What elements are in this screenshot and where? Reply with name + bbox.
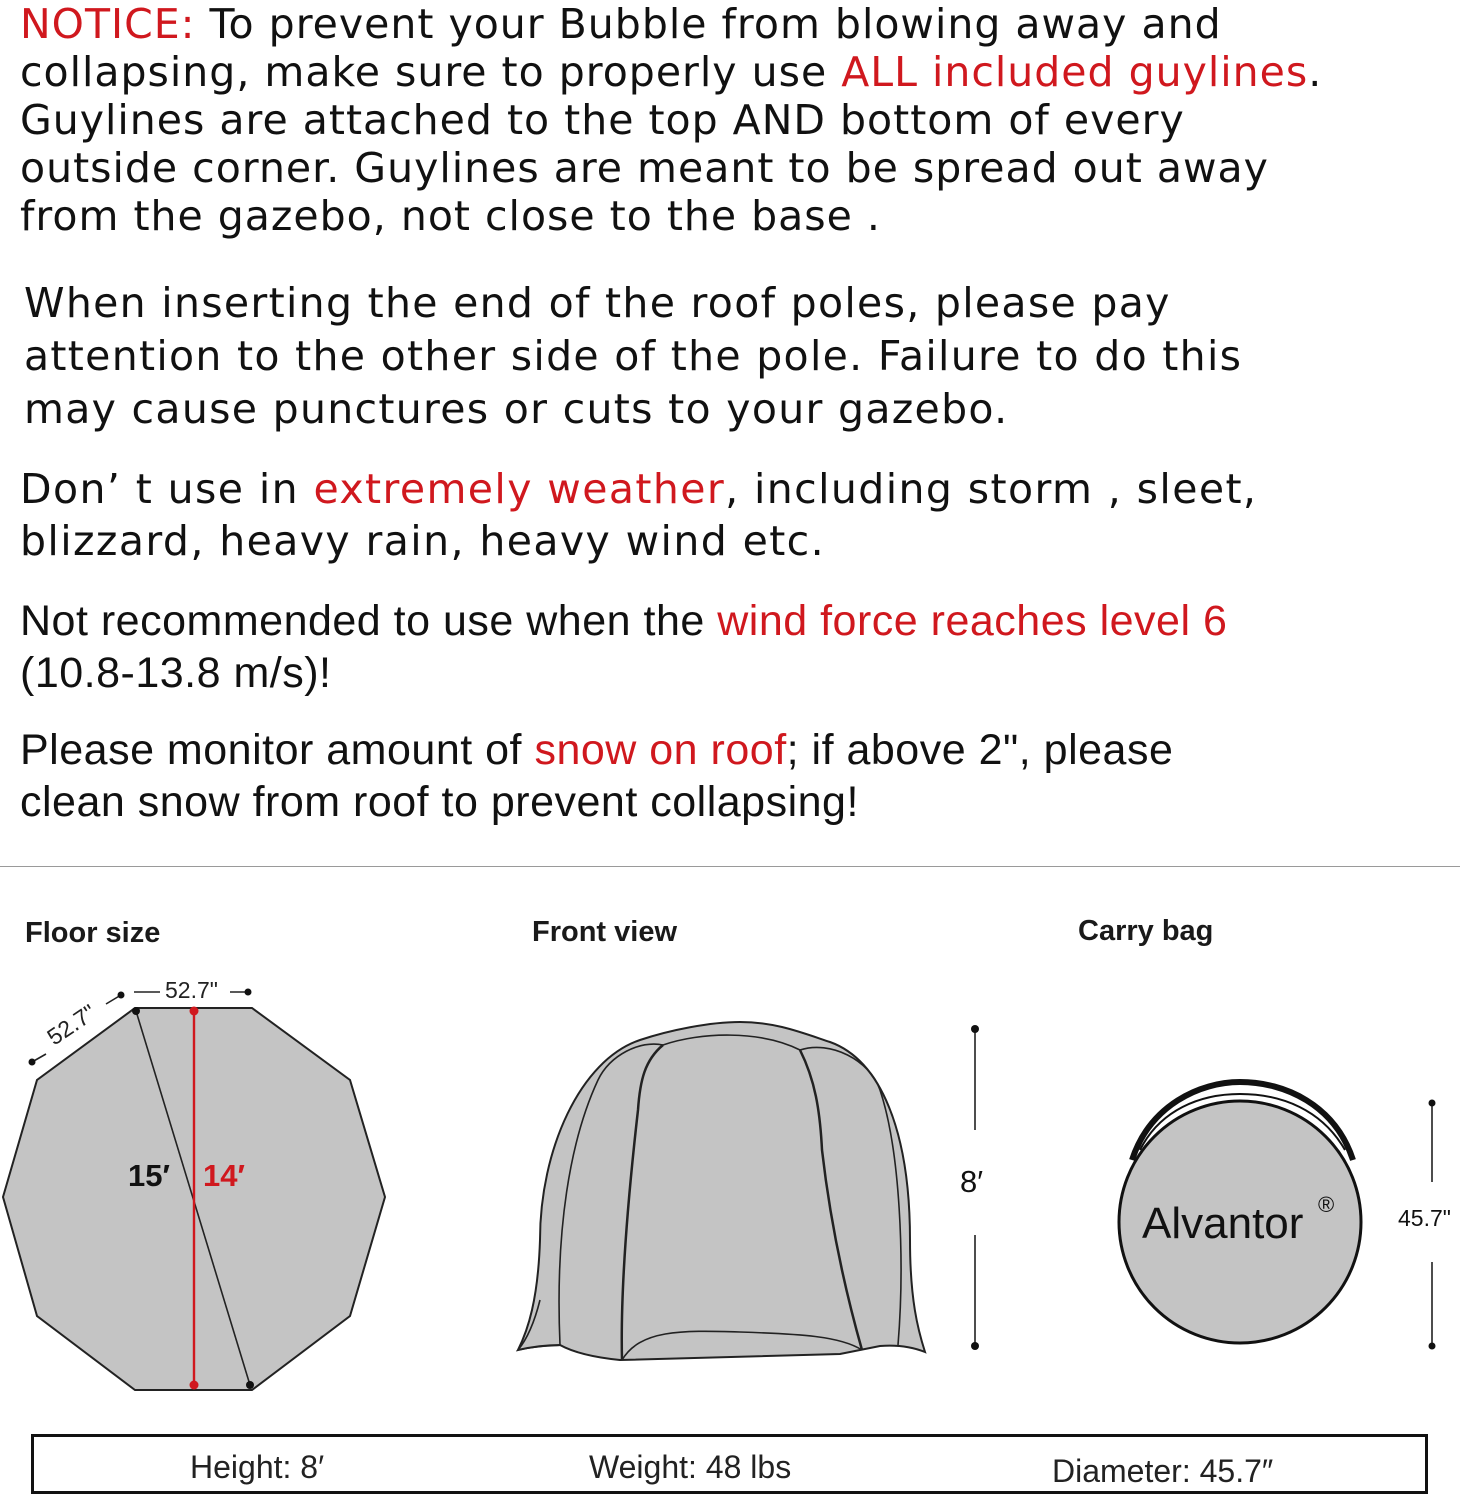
poles-line-1: When inserting the end of the roof poles, please pay xyxy=(24,279,1171,327)
wind-line-2: (10.8-13.8 m/s)! xyxy=(20,649,332,697)
tent-body xyxy=(518,1022,925,1360)
snow-line-2: clean snow from roof to prevent collapsing! xyxy=(20,778,859,826)
weather-highlight: extremely weather xyxy=(313,465,726,513)
notice-label: NOTICE: xyxy=(20,0,196,48)
spec-bar xyxy=(31,1434,1428,1494)
floor-size-label: Floor size xyxy=(25,917,161,949)
notice-line-1: NOTICE: To prevent your Bubble from blowing away and xyxy=(20,0,1222,48)
poles-line-2: attention to the other side of the pole. Failure to do this xyxy=(24,332,1243,380)
span-dot-bottom xyxy=(190,1381,199,1390)
bag-brand: Alvantor xyxy=(1142,1199,1304,1248)
top-dim-dot-b xyxy=(245,989,252,996)
snow-highlight: snow on roof xyxy=(534,726,787,774)
carry-bag-diagram xyxy=(1119,1082,1451,1350)
height-dim-text: 8′ xyxy=(960,1164,984,1199)
notice-line-4: outside corner. Guylines are meant to be spread out away xyxy=(20,144,1269,192)
floor-diagram xyxy=(3,977,385,1390)
diagonal-dot-top xyxy=(132,1007,140,1015)
weather-line-1: Don’ t use in extremely weather, including storm , sleet, xyxy=(20,465,1258,513)
snow-line-1: Please monitor amount of snow on roof; if above 2", please xyxy=(20,726,1174,774)
front-view-label: Front view xyxy=(532,916,678,948)
top-dim-text: 52.7" xyxy=(165,977,218,1003)
poles-line-3: may cause punctures or cuts to your gazebo. xyxy=(24,385,1009,433)
guylines-highlight: ALL included guylines xyxy=(841,48,1309,96)
height-dim-dot-bottom xyxy=(971,1342,979,1350)
diagonal-dot-bottom xyxy=(246,1381,254,1389)
spec-height: Height: 8′ xyxy=(190,1449,325,1485)
spec-weight: Weight: 48 lbs xyxy=(589,1449,792,1485)
notice-line-3: Guylines are attached to the top AND bottom of every xyxy=(20,96,1185,144)
bag-dim-text: 45.7" xyxy=(1398,1205,1451,1231)
side-dim-dot-a xyxy=(29,1059,36,1066)
wind-line-1: Not recommended to use when the wind force reaches level 6 xyxy=(20,597,1228,645)
diag-dim-text: 15′ xyxy=(128,1158,170,1193)
bag-dim-dot-top xyxy=(1429,1100,1436,1107)
wind-highlight: wind force reaches level 6 xyxy=(717,597,1228,645)
weather-line-2: blizzard, heavy rain, heavy wind etc. xyxy=(20,517,826,565)
bag-dim-dot-bottom xyxy=(1429,1343,1436,1350)
notice-line-2: collapsing, make sure to properly use ALL included guylines. xyxy=(20,48,1323,96)
side-dim-dot-b xyxy=(118,992,125,999)
notice-line-5: from the gazebo, not close to the base . xyxy=(20,192,881,240)
height-dim-dot-top xyxy=(971,1025,979,1033)
front-view-diagram xyxy=(518,1022,983,1360)
side-dim-text: 52.7" xyxy=(42,998,101,1051)
spec-diameter: Diameter: 45.7″ xyxy=(1052,1453,1274,1489)
bag-reg-mark: ® xyxy=(1318,1192,1335,1217)
span-dim-text: 14′ xyxy=(203,1158,245,1193)
span-dot-top xyxy=(190,1007,199,1016)
carry-bag-label: Carry bag xyxy=(1078,915,1214,947)
